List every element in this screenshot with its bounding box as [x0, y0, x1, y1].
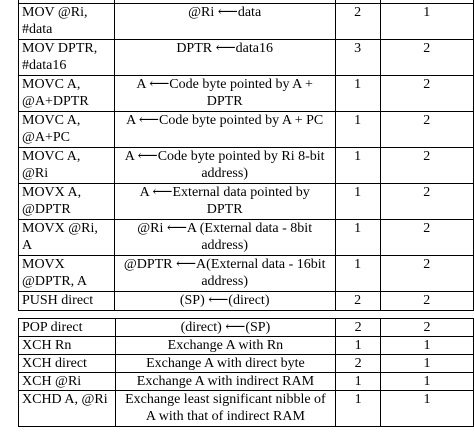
mnemonic-cell: MOVC A, @A+DPTR [19, 76, 115, 112]
cycles-cell: 2 [380, 76, 473, 112]
table-row [19, 220, 474, 256]
cycles-cell: 1 [381, 337, 474, 355]
table-row [19, 256, 474, 292]
mnemonic-cell: XCH Rn [19, 337, 116, 355]
table-row [19, 373, 474, 391]
cycles-cell: 2 [380, 292, 473, 311]
table-row [19, 292, 474, 311]
bytes-cell: 1 [335, 76, 380, 112]
mnemonic-cell: MOV @Ri, #data [19, 4, 115, 40]
bytes-cell: 2 [336, 355, 381, 373]
bytes-cell: 1 [336, 337, 381, 355]
operation-cell: A ⟵Code byte pointed by A + PC [114, 112, 335, 148]
operation-cell: @Ri ⟵data [114, 4, 335, 40]
operation-cell: A ⟵Code byte pointed by Ri 8-bit address) [114, 148, 335, 184]
table-row [19, 112, 474, 148]
operation-cell: @DPTR ⟵A(External data - 16bit address) [114, 256, 335, 292]
cycles-cell: 2 [380, 256, 473, 292]
bytes-cell: 2 [335, 292, 380, 311]
mnemonic-cell: MOVX @Ri, A [19, 220, 115, 256]
cycles-cell: 1 [381, 391, 474, 427]
cycles-cell: 1 [381, 355, 474, 373]
operation-cell: Exchange least significant nibble of A with that of indirect RAM [115, 391, 336, 427]
table-row [19, 40, 474, 76]
bytes-cell: 1 [336, 391, 381, 427]
operation-cell: (SP) ⟵(direct) [114, 292, 335, 311]
bytes-cell: 1 [336, 373, 381, 391]
table-row [19, 355, 474, 373]
mnemonic-cell: MOVX @DPTR, A [19, 256, 115, 292]
bytes-cell: 1 [335, 220, 380, 256]
table-row [19, 184, 474, 220]
cycles-cell: 1 [381, 373, 474, 391]
mnemonic-cell: POP direct [19, 319, 116, 337]
bytes-cell: 3 [335, 40, 380, 76]
bytes-cell: 1 [335, 184, 380, 220]
cycles-cell: 2 [380, 40, 473, 76]
cycles-cell: 2 [381, 319, 474, 337]
table-row [19, 148, 474, 184]
bytes-cell: 2 [336, 319, 381, 337]
table-row [19, 391, 474, 427]
mnemonic-cell: MOVC A, @A+PC [19, 112, 115, 148]
mnemonic-cell: MOVC A, @Ri [19, 148, 115, 184]
cycles-cell: 2 [380, 148, 473, 184]
operation-cell: @Ri ⟵A (External data - 8bit address) [114, 220, 335, 256]
operation-cell: DPTR ⟵data16 [114, 40, 335, 76]
operation-cell: A ⟵Code byte pointed by A + DPTR [114, 76, 335, 112]
operation-cell: Exchange A with direct byte [115, 355, 336, 373]
bytes-cell: 2 [335, 4, 380, 40]
operation-cell: Exchange A with indirect RAM [115, 373, 336, 391]
mnemonic-cell: PUSH direct [19, 292, 115, 311]
mnemonic-cell: XCH @Ri [19, 373, 116, 391]
operation-cell: (direct) ⟵(SP) [115, 319, 336, 337]
table-row [19, 4, 474, 40]
instruction-table-continued [18, 318, 474, 427]
cycles-cell: 2 [380, 112, 473, 148]
instruction-table-main [18, 0, 474, 311]
cycles-cell: 2 [380, 220, 473, 256]
bytes-cell: 1 [335, 112, 380, 148]
mnemonic-cell: XCH direct [19, 355, 116, 373]
table-row [19, 319, 474, 337]
cycles-cell: 2 [380, 184, 473, 220]
mnemonic-cell: MOV DPTR, #data16 [19, 40, 115, 76]
bytes-cell: 1 [335, 256, 380, 292]
cycles-cell: 1 [380, 4, 473, 40]
mnemonic-cell: XCHD A, @Ri [19, 391, 116, 427]
table-row [19, 337, 474, 355]
operation-cell: Exchange A with Rn [115, 337, 336, 355]
operation-cell: A ⟵External data pointed by DPTR [114, 184, 335, 220]
table-row [19, 76, 474, 112]
mnemonic-cell: MOVX A, @DPTR [19, 184, 115, 220]
bytes-cell: 1 [335, 148, 380, 184]
